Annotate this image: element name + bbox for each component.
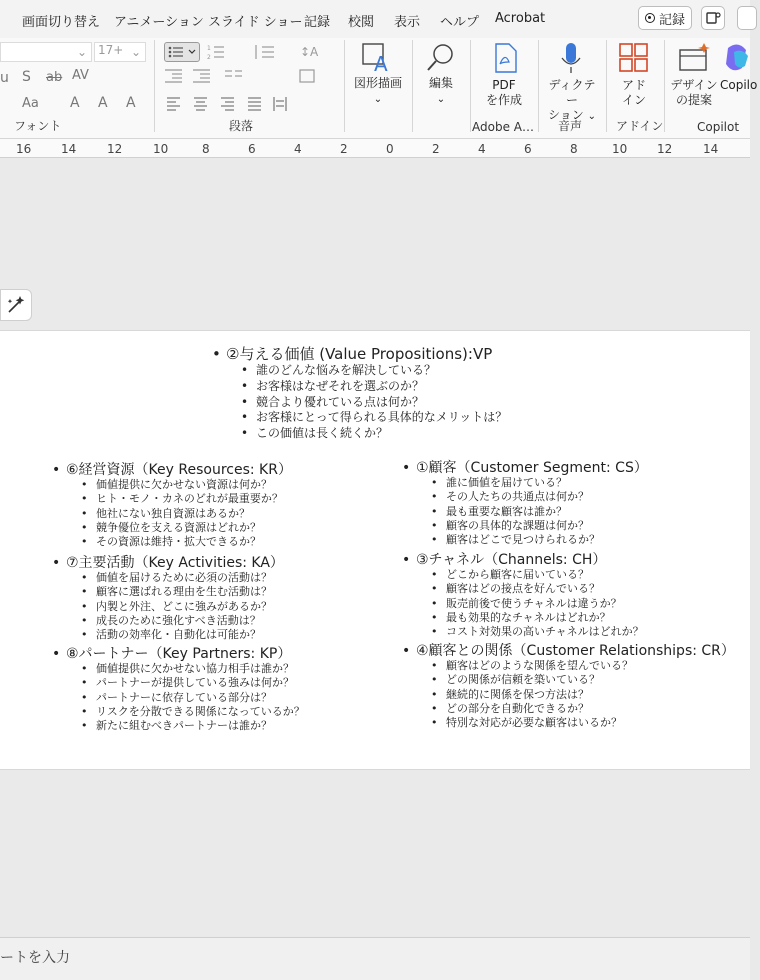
ch-question: • 販売前後で使うチャネルは違うか？ bbox=[446, 597, 644, 611]
decrease-indent-icon[interactable] bbox=[164, 68, 184, 84]
tab-slideshow[interactable]: スライド ショー bbox=[208, 15, 303, 30]
ruler-tick: 4 bbox=[478, 142, 486, 156]
key-activities-block[interactable] bbox=[66, 555, 284, 642]
font-size-value: 17+ bbox=[98, 43, 124, 57]
cr-question: • 継続的に関係を保つ方法は？ bbox=[446, 688, 735, 702]
copilot-icon[interactable] bbox=[724, 42, 750, 74]
magic-wand-button[interactable] bbox=[0, 289, 32, 321]
shapes-label: 図形描画 bbox=[353, 76, 402, 90]
ka-question: • 内製と外注、どこに強みがあるか？ bbox=[96, 600, 284, 614]
cs-question: • その人たちの共通点は何か？ bbox=[446, 490, 648, 504]
edit-label: 編集 bbox=[428, 76, 453, 90]
kr-question: • 価値提供に欠かせない資源は何か？ bbox=[96, 478, 292, 492]
kp-question: • 価値提供に欠かせない協力相手は誰か？ bbox=[96, 662, 305, 676]
ribbon-tab-bar bbox=[0, 0, 750, 38]
ka-question: • 成長のために強化すべき活動は？ bbox=[96, 614, 284, 628]
record-icon bbox=[645, 13, 655, 23]
vp-question: • お客様はなぜそれを選ぶのか？ bbox=[256, 379, 507, 395]
change-case-icon[interactable]: Aa bbox=[22, 96, 39, 111]
create-pdf-button[interactable] bbox=[478, 78, 530, 108]
font-name-dropdown[interactable]: ⌄ bbox=[0, 42, 92, 62]
font-size-dropdown[interactable]: 17+ ⌄ bbox=[94, 42, 146, 62]
ruler-tick: 14 bbox=[703, 142, 719, 156]
cs-question: • 顧客の具体的な課題は何か？ bbox=[446, 519, 648, 533]
svg-text:2: 2 bbox=[207, 54, 211, 61]
text-direction-icon[interactable] bbox=[298, 42, 330, 62]
ruler-tick: 12 bbox=[657, 142, 673, 156]
kr-heading: • ⑥経営資源（Key Resources: KR） bbox=[66, 462, 292, 478]
increase-indent-icon[interactable] bbox=[192, 68, 212, 84]
numbering-icon[interactable] bbox=[206, 44, 236, 60]
ka-heading: • ⑦主要活動（Key Activities: KA） bbox=[66, 555, 284, 571]
group-label-paragraph: 段落 bbox=[229, 119, 254, 133]
group-label-copilot: Copilot bbox=[697, 120, 740, 134]
customer-segment-block[interactable] bbox=[416, 460, 648, 547]
ch-question: • どこから顧客に届いている？ bbox=[446, 568, 644, 582]
key-partners-block[interactable] bbox=[66, 646, 305, 733]
ruler-tick: 8 bbox=[570, 142, 578, 156]
record-button[interactable] bbox=[638, 6, 692, 30]
tab-review[interactable]: 校閲 bbox=[348, 15, 375, 30]
addins-label-line1: アド bbox=[621, 78, 646, 92]
ch-question: • 顧客はどの接点を好んでいる？ bbox=[446, 582, 644, 596]
value-propositions-block[interactable] bbox=[226, 345, 507, 442]
kr-question: • 他社にない独自資源はあるか？ bbox=[96, 507, 292, 521]
cr-question: • 特別な対応が必要な顧客はいるか？ bbox=[446, 716, 735, 730]
clear-formatting-icon[interactable]: A bbox=[126, 95, 136, 111]
magic-wand-icon bbox=[1, 290, 31, 320]
group-label-voice: 音声 bbox=[558, 119, 583, 133]
ruler-tick: 2 bbox=[340, 142, 348, 156]
designer-label-line1: デザイン bbox=[670, 78, 718, 92]
key-resources-block[interactable] bbox=[66, 462, 292, 549]
group-label-adobe: Adobe A… bbox=[472, 120, 534, 134]
dictate-label-line1: ディクテー bbox=[548, 78, 596, 107]
ribbon bbox=[0, 38, 758, 139]
ruler-tick: 12 bbox=[107, 142, 123, 156]
shadow-icon[interactable]: S bbox=[22, 69, 31, 85]
underline-icon[interactable]: u bbox=[0, 70, 9, 86]
kp-heading: • ⑧パートナー（Key Partners: KP） bbox=[66, 646, 305, 662]
ruler-tick: 6 bbox=[524, 142, 532, 156]
strikethrough-icon[interactable]: ab bbox=[46, 70, 63, 85]
ruler-tick: 10 bbox=[153, 142, 169, 156]
svg-text:1: 1 bbox=[207, 45, 211, 52]
ruler-tick: 4 bbox=[294, 142, 302, 156]
teams-share-button[interactable] bbox=[701, 6, 725, 30]
copilot-button[interactable] bbox=[720, 78, 760, 93]
kp-question: • パートナーに依存している部分は？ bbox=[96, 691, 305, 705]
decrease-font-icon[interactable]: A bbox=[98, 95, 108, 111]
vp-question: • 誰のどんな悩みを解決している？ bbox=[256, 363, 507, 379]
pdf-label-line2: を作成 bbox=[485, 93, 522, 107]
ribbon-separator bbox=[154, 40, 155, 132]
ruler-tick: 0 bbox=[386, 142, 394, 156]
cs-question: • 最も重要な顧客は誰か？ bbox=[446, 505, 648, 519]
comments-button[interactable] bbox=[737, 6, 757, 30]
ka-question: • 価値を届けるために必須の活動は？ bbox=[96, 571, 284, 585]
ribbon-separator bbox=[606, 40, 607, 132]
bullet-list-icon bbox=[165, 43, 199, 61]
vp-question: • お客様にとって得られる具体的なメリットは？ bbox=[256, 410, 507, 426]
notes-placeholder: ートを入力 bbox=[0, 950, 70, 966]
cs-question: • 誰に価値を届けている？ bbox=[446, 476, 648, 490]
cs-question: • 顧客はどこで見つけられるか？ bbox=[446, 533, 648, 547]
vp-question: • 競合より優れている点は何か？ bbox=[256, 395, 507, 411]
ribbon-separator bbox=[538, 40, 539, 132]
shapes-icon[interactable] bbox=[360, 41, 394, 75]
addins-button[interactable] bbox=[614, 78, 654, 108]
kr-question: • その資源は維持・拡大できるか？ bbox=[96, 535, 292, 549]
pdf-label-line1: PDF bbox=[492, 78, 516, 92]
kr-question: • ヒト・モノ・カネのどれが最重要か？ bbox=[96, 492, 292, 506]
kp-question: • 新たに組むべきパートナーは誰か？ bbox=[96, 719, 305, 733]
dictate-button[interactable]: ディクテー ション ⌄ bbox=[548, 78, 596, 122]
ruler-tick: 10 bbox=[612, 142, 628, 156]
ch-question: • コスト対効果の高いチャネルはどれか？ bbox=[446, 625, 644, 639]
increase-font-icon[interactable]: A bbox=[70, 95, 80, 111]
horizontal-ruler bbox=[0, 139, 750, 158]
bullets-button[interactable] bbox=[164, 42, 200, 62]
designer-button[interactable] bbox=[670, 78, 718, 108]
line-spacing-icon[interactable] bbox=[252, 43, 284, 61]
align-text-icon[interactable] bbox=[298, 67, 330, 85]
edit-button[interactable]: 編集 ⌄ bbox=[428, 76, 453, 105]
group-label-font: フォント bbox=[14, 119, 62, 133]
tab-animations[interactable]: アニメーション bbox=[114, 15, 204, 30]
ch-question: • 最も効果的なチャネルはどれか？ bbox=[446, 611, 644, 625]
cr-heading: • ④顧客との関係（Customer Relationships: CR） bbox=[416, 643, 735, 659]
ruler-tick: 6 bbox=[248, 142, 256, 156]
ka-question: • 顧客に選ばれる理由を生む活動は？ bbox=[96, 585, 284, 599]
cr-question: • どの部分を自動化できるか？ bbox=[446, 702, 735, 716]
pdf-icon[interactable] bbox=[490, 42, 520, 74]
columns-icon[interactable] bbox=[224, 68, 254, 84]
dictate-label-line2: ション bbox=[548, 108, 584, 122]
tab-view[interactable]: 表示 bbox=[394, 15, 421, 30]
ribbon-separator bbox=[470, 40, 471, 132]
cr-question: • 顧客はどのような関係を望んでいる？ bbox=[446, 659, 735, 673]
notes-pane[interactable] bbox=[0, 937, 750, 980]
shapes-button[interactable]: 図形描画 ⌄ bbox=[353, 76, 402, 105]
designer-icon[interactable] bbox=[678, 42, 712, 74]
search-icon[interactable] bbox=[424, 41, 458, 75]
channels-block[interactable] bbox=[416, 552, 644, 639]
paragraph-align-icons[interactable] bbox=[166, 96, 336, 112]
tab-help[interactable]: ヘルプ bbox=[440, 15, 480, 30]
ribbon-separator bbox=[412, 40, 413, 132]
ruler-tick: 16 bbox=[16, 142, 32, 156]
ruler-tick: 8 bbox=[202, 142, 210, 156]
kp-question: • リスクを分散できる関係になっているか？ bbox=[96, 705, 305, 719]
tab-record[interactable]: 記録 bbox=[304, 15, 331, 30]
vp-heading: • ②与える価値 (Value Propositions):VP bbox=[226, 345, 507, 363]
vp-question: • この価値は長く続くか？ bbox=[256, 426, 507, 442]
ch-heading: • ③チャネル（Channels: CH） bbox=[416, 552, 644, 568]
char-spacing-icon[interactable]: AV bbox=[72, 68, 89, 83]
teams-icon bbox=[702, 7, 724, 29]
cr-question: • どの関係が信頼を築いている？ bbox=[446, 673, 735, 687]
kp-question: • パートナーが提供している強みは何か？ bbox=[96, 676, 305, 690]
cs-heading: • ①顧客（Customer Segment: CS） bbox=[416, 460, 648, 476]
slide[interactable] bbox=[0, 330, 750, 770]
record-button-label: 記録 bbox=[658, 12, 685, 28]
addins-icon[interactable] bbox=[618, 42, 650, 74]
ruler-tick: 2 bbox=[432, 142, 440, 156]
addins-label-line2: イン bbox=[621, 93, 646, 107]
ribbon-separator bbox=[664, 40, 665, 132]
customer-relationships-block[interactable] bbox=[416, 643, 735, 730]
designer-label-line2: の提案 bbox=[675, 93, 712, 107]
group-label-addins: アドイン bbox=[616, 119, 664, 133]
kr-question: • 競争優位を支える資源はどれか？ bbox=[96, 521, 292, 535]
microphone-icon[interactable] bbox=[558, 42, 584, 76]
ka-question: • 活動の効率化・自動化は可能か？ bbox=[96, 628, 284, 642]
svg-text:↕A: ↕A bbox=[300, 45, 319, 59]
copilot-label: Copilo bbox=[720, 78, 758, 92]
svg-text:A: A bbox=[374, 52, 388, 76]
tab-acrobat[interactable]: Acrobat bbox=[495, 11, 546, 26]
ribbon-separator bbox=[344, 40, 345, 132]
tab-transitions[interactable]: 画面切り替え bbox=[22, 15, 101, 30]
ruler-tick: 14 bbox=[61, 142, 77, 156]
